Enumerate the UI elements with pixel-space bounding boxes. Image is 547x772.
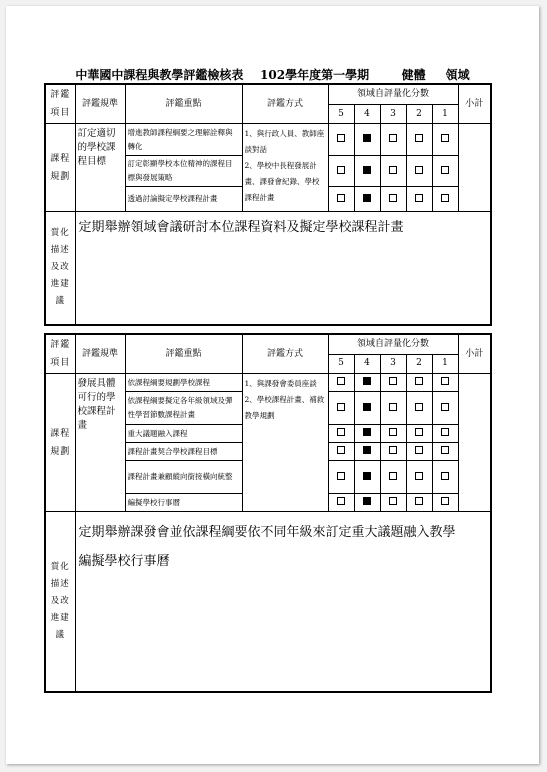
score-label-4: 4: [354, 354, 380, 373]
score-cell: [406, 494, 432, 512]
score-group-header: 領域自評量化分數: [328, 84, 458, 105]
checkbox-5[interactable]: [337, 134, 345, 142]
focus-cell: 課程計畫兼顧縱向銜接橫向統整: [125, 461, 242, 494]
score-cell: [380, 374, 406, 392]
score-cell: [354, 443, 380, 461]
checkbox-2[interactable]: [415, 446, 423, 454]
checkbox-5[interactable]: [337, 194, 345, 202]
score-cell: [406, 443, 432, 461]
score-cell: [380, 494, 406, 512]
score-label-1: 1: [432, 354, 458, 373]
score-cell: [406, 156, 432, 187]
score-cell: [432, 374, 458, 392]
item-cell: 課程規劃: [45, 374, 75, 512]
checkbox-3[interactable]: [389, 166, 397, 174]
col-method-header: 評鑑方式: [242, 334, 328, 374]
score-cell: [354, 494, 380, 512]
score-cell: [380, 187, 406, 212]
subtotal-header: 小計: [458, 84, 491, 124]
checkbox-3[interactable]: [389, 403, 397, 411]
score-cell: [406, 124, 432, 156]
score-group-header: 領域自評量化分數: [328, 334, 458, 354]
focus-cell: 訂定彰顯學校本位精神的課程目標與發展策略: [125, 156, 242, 187]
title-main: 中華國中課程與教學評鑑檢核表: [75, 68, 244, 82]
checkbox-2[interactable]: [415, 428, 423, 436]
checkbox-5[interactable]: [337, 497, 345, 505]
page-title: [6, 66, 539, 84]
checkbox-4[interactable]: [363, 134, 371, 142]
qual-text-area[interactable]: 定期舉辦領域會議研討本位課程資料及擬定學校課程計畫: [75, 212, 491, 325]
checkbox-2[interactable]: [415, 194, 423, 202]
score-cell: [380, 425, 406, 443]
score-label-5: 5: [328, 354, 354, 373]
score-cell: [328, 374, 354, 392]
score-cell: [432, 461, 458, 494]
focus-cell: 課程計畫契合學校課程目標: [125, 443, 242, 461]
col-focus-header: 評鑑重點: [125, 334, 242, 374]
subtotal-cell[interactable]: [458, 374, 491, 512]
col-rule-header: 評鑑規準: [75, 334, 125, 374]
col-method-header: 評鑑方式: [242, 84, 328, 124]
checkbox-5[interactable]: [337, 446, 345, 454]
score-cell: [354, 461, 380, 494]
evaluation-table-1: [44, 83, 492, 326]
checkbox-3[interactable]: [389, 134, 397, 142]
rule-cell: 發展具體可行的學校課程計畫: [75, 374, 125, 512]
score-cell: [406, 187, 432, 212]
checkbox-5[interactable]: [337, 428, 345, 436]
checkbox-1[interactable]: [441, 194, 449, 202]
method-cell: 1、與行政人員、教師座談對話 2、學校中長程發展計畫、課發會紀錄、學校課程計畫: [242, 124, 328, 212]
checkbox-4[interactable]: [363, 428, 371, 436]
score-cell: [354, 156, 380, 187]
checkbox-2[interactable]: [415, 166, 423, 174]
score-label-5: 5: [328, 105, 354, 124]
col-item-header: 評鑑項目: [45, 84, 75, 124]
checkbox-1[interactable]: [441, 166, 449, 174]
checkbox-1[interactable]: [441, 428, 449, 436]
score-cell: [328, 461, 354, 494]
score-cell: [328, 124, 354, 156]
checkbox-1[interactable]: [441, 377, 449, 385]
focus-cell: 透過討論擬定學校課程計畫: [125, 187, 242, 212]
col-rule-header: 評鑑規準: [75, 84, 125, 124]
checkbox-1[interactable]: [441, 497, 449, 505]
col-focus-header: 評鑑重點: [125, 84, 242, 124]
qual-label: 質化描述及改進建議: [45, 212, 75, 325]
score-label-2: 2: [406, 105, 432, 124]
method-cell: 1、與課發會委員座談 2、學校課程計畫、補救教學規劃: [242, 374, 328, 512]
checkbox-1[interactable]: [441, 446, 449, 454]
col-item-header: 評鑑項目: [45, 334, 75, 374]
domain-field: 健體: [385, 66, 443, 84]
checkbox-5[interactable]: [337, 166, 345, 174]
score-cell: [328, 425, 354, 443]
score-cell: [354, 425, 380, 443]
checkbox-4[interactable]: [363, 194, 371, 202]
checkbox-5[interactable]: [337, 403, 345, 411]
focus-cell: 增進教師課程綱要之理解詮釋與轉化: [125, 124, 242, 156]
score-cell: [354, 374, 380, 392]
score-cell: [354, 392, 380, 425]
evaluation-table-2: [44, 333, 492, 693]
score-label-4: 4: [354, 105, 380, 124]
checkbox-4[interactable]: [363, 497, 371, 505]
score-cell: [380, 443, 406, 461]
score-cell: [432, 124, 458, 156]
checkbox-1[interactable]: [441, 134, 449, 142]
focus-cell: 重大議題融入課程: [125, 425, 242, 443]
checkbox-3[interactable]: [389, 428, 397, 436]
score-cell: [354, 187, 380, 212]
item-cell: 課程規劃: [45, 124, 75, 212]
score-cell: [380, 156, 406, 187]
score-cell: [432, 494, 458, 512]
score-label-3: 3: [380, 105, 406, 124]
score-label-2: 2: [406, 354, 432, 373]
checkbox-4[interactable]: [363, 377, 371, 385]
checkbox-2[interactable]: [415, 497, 423, 505]
score-cell: [380, 124, 406, 156]
checkbox-3[interactable]: [389, 497, 397, 505]
score-cell: [380, 461, 406, 494]
score-cell: [328, 443, 354, 461]
score-cell: [432, 187, 458, 212]
title-year: 102學年度第一學期: [260, 68, 370, 82]
focus-cell: 編擬學校行事曆: [125, 494, 242, 512]
score-cell: [354, 124, 380, 156]
score-cell: [328, 156, 354, 187]
score-cell: [432, 443, 458, 461]
focus-cell: 依課程綱要擬定各年級領域及彈性學習節數課程計畫: [125, 392, 242, 425]
score-cell: [406, 392, 432, 425]
checkbox-4[interactable]: [363, 446, 371, 454]
score-cell: [406, 461, 432, 494]
checkbox-2[interactable]: [415, 134, 423, 142]
checkbox-4[interactable]: [363, 472, 371, 480]
score-cell: [432, 156, 458, 187]
focus-cell: 依課程綱要規劃學校課程: [125, 374, 242, 392]
checkbox-5[interactable]: [337, 377, 345, 385]
subtotal-cell[interactable]: [458, 124, 491, 212]
subtotal-header: 小計: [458, 334, 491, 374]
checkbox-4[interactable]: [363, 403, 371, 411]
score-cell: [328, 392, 354, 425]
domain-suffix: 領域: [445, 68, 470, 82]
score-label-3: 3: [380, 354, 406, 373]
score-cell: [432, 392, 458, 425]
checkbox-3[interactable]: [389, 472, 397, 480]
checkbox-2[interactable]: [415, 472, 423, 480]
qual-label: 質化描述及改進建議: [45, 512, 75, 692]
checkbox-2[interactable]: [415, 377, 423, 385]
checkbox-1[interactable]: [441, 403, 449, 411]
checkbox-5[interactable]: [337, 472, 345, 480]
checkbox-4[interactable]: [363, 166, 371, 174]
score-cell: [432, 425, 458, 443]
checkbox-3[interactable]: [389, 446, 397, 454]
checkbox-2[interactable]: [415, 403, 423, 411]
score-cell: [328, 494, 354, 512]
checkbox-3[interactable]: [389, 194, 397, 202]
rule-cell: 訂定適切的學校課程目標: [75, 124, 125, 212]
score-cell: [406, 425, 432, 443]
score-cell: [328, 187, 354, 212]
checkbox-1[interactable]: [441, 472, 449, 480]
qual-text-area[interactable]: 定期舉辦課發會並依課程綱要依不同年級來訂定重大議題融入教學 編擬學校行事曆: [75, 512, 491, 692]
score-label-1: 1: [432, 105, 458, 124]
checkbox-3[interactable]: [389, 377, 397, 385]
score-cell: [406, 374, 432, 392]
score-cell: [380, 392, 406, 425]
